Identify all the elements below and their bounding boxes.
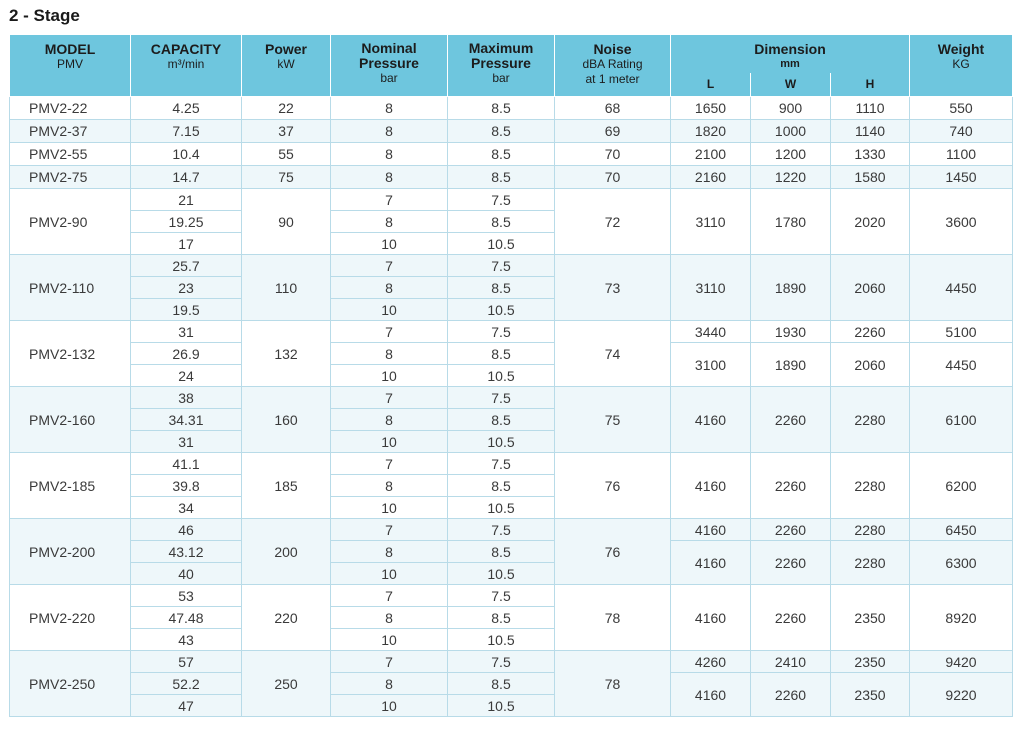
table-row	[10, 120, 1013, 143]
header-nominal-pressure: Nominal Pressure bar	[331, 35, 448, 97]
capacity-cell: 21	[131, 189, 242, 211]
weight-cell: 4450	[910, 343, 1013, 387]
dim-h-cell: 2350	[831, 673, 910, 717]
dim-l-cell: 1650	[671, 97, 751, 120]
power-cell: 250	[242, 651, 331, 717]
maximum-pressure-cell: 8.5	[448, 277, 555, 299]
maximum-pressure-cell: 8.5	[448, 673, 555, 695]
maximum-pressure-cell: 10.5	[448, 233, 555, 255]
noise-cell: 73	[555, 255, 671, 321]
dim-l-cell: 2160	[671, 166, 751, 189]
nominal-pressure-cell: 8	[331, 211, 448, 233]
nominal-pressure-cell: 7	[331, 255, 448, 277]
header-noise: Noise dBA Rating at 1 meter	[555, 35, 671, 97]
power-cell: 75	[242, 166, 331, 189]
power-cell: 110	[242, 255, 331, 321]
dim-w-cell: 1200	[751, 143, 831, 166]
power-cell: 200	[242, 519, 331, 585]
dim-h-cell: 2280	[831, 519, 910, 541]
dim-w-cell: 2410	[751, 651, 831, 673]
nominal-pressure-cell: 7	[331, 321, 448, 343]
table-row	[10, 143, 1013, 166]
maximum-pressure-cell: 10.5	[448, 497, 555, 519]
power-cell: 55	[242, 143, 331, 166]
model-cell: PMV2-90	[10, 189, 131, 255]
dim-h-cell: 2280	[831, 453, 910, 519]
dim-h-cell: 1580	[831, 166, 910, 189]
dim-w-cell: 1890	[751, 255, 831, 321]
header-capacity: CAPACITY m³/min	[131, 35, 242, 97]
capacity-cell: 47.48	[131, 607, 242, 629]
model-cell: PMV2-200	[10, 519, 131, 585]
table-body	[10, 97, 1013, 717]
nominal-pressure-cell: 8	[331, 541, 448, 563]
table-row	[10, 651, 1013, 673]
maximum-pressure-cell: 10.5	[448, 365, 555, 387]
capacity-cell: 57	[131, 651, 242, 673]
maximum-pressure-cell: 8.5	[448, 343, 555, 365]
dim-l-cell: 3110	[671, 189, 751, 255]
dim-l-cell: 2100	[671, 143, 751, 166]
table-row	[10, 343, 1013, 365]
weight-cell: 6100	[910, 387, 1013, 453]
nominal-pressure-cell: 10	[331, 431, 448, 453]
nominal-pressure-cell: 10	[331, 563, 448, 585]
maximum-pressure-cell: 8.5	[448, 120, 555, 143]
model-cell: PMV2-185	[10, 453, 131, 519]
noise-cell: 72	[555, 189, 671, 255]
maximum-pressure-cell: 8.5	[448, 166, 555, 189]
dim-w-cell: 2260	[751, 541, 831, 585]
maximum-pressure-cell: 10.5	[448, 431, 555, 453]
capacity-cell: 34.31	[131, 409, 242, 431]
nominal-pressure-cell: 8	[331, 166, 448, 189]
capacity-cell: 46	[131, 519, 242, 541]
header-dim-h: H	[831, 73, 910, 97]
dim-w-cell: 2260	[751, 519, 831, 541]
model-cell: PMV2-132	[10, 321, 131, 387]
dim-l-cell: 4260	[671, 651, 751, 673]
capacity-cell: 31	[131, 431, 242, 453]
power-cell: 37	[242, 120, 331, 143]
power-cell: 90	[242, 189, 331, 255]
nominal-pressure-cell: 8	[331, 673, 448, 695]
nominal-pressure-cell: 7	[331, 651, 448, 673]
header-dim-w: W	[751, 73, 831, 97]
capacity-cell: 24	[131, 365, 242, 387]
model-cell: PMV2-22	[10, 97, 131, 120]
dim-w-cell: 1930	[751, 321, 831, 343]
dim-h-cell: 1330	[831, 143, 910, 166]
dim-h-cell: 1140	[831, 120, 910, 143]
capacity-cell: 43	[131, 629, 242, 651]
header-weight: Weight KG	[910, 35, 1013, 97]
noise-cell: 76	[555, 519, 671, 585]
nominal-pressure-cell: 7	[331, 519, 448, 541]
dim-w-cell: 1000	[751, 120, 831, 143]
dim-l-cell: 4160	[671, 585, 751, 651]
weight-cell: 1450	[910, 166, 1013, 189]
dim-l-cell: 3440	[671, 321, 751, 343]
model-cell: PMV2-160	[10, 387, 131, 453]
dim-h-cell: 2350	[831, 585, 910, 651]
nominal-pressure-cell: 8	[331, 475, 448, 497]
maximum-pressure-cell: 7.5	[448, 189, 555, 211]
power-cell: 220	[242, 585, 331, 651]
capacity-cell: 19.5	[131, 299, 242, 321]
dim-l-cell: 4160	[671, 387, 751, 453]
noise-cell: 70	[555, 143, 671, 166]
header-model: MODEL PMV	[10, 35, 131, 97]
maximum-pressure-cell: 7.5	[448, 255, 555, 277]
maximum-pressure-cell: 10.5	[448, 695, 555, 717]
nominal-pressure-cell: 7	[331, 387, 448, 409]
capacity-cell: 40	[131, 563, 242, 585]
capacity-cell: 19.25	[131, 211, 242, 233]
table-row	[10, 166, 1013, 189]
noise-cell: 70	[555, 166, 671, 189]
nominal-pressure-cell: 8	[331, 97, 448, 120]
dim-h-cell: 2280	[831, 387, 910, 453]
capacity-cell: 41.1	[131, 453, 242, 475]
dim-l-cell: 4160	[671, 519, 751, 541]
dim-l-cell: 1820	[671, 120, 751, 143]
maximum-pressure-cell: 7.5	[448, 453, 555, 475]
table-row	[10, 453, 1013, 475]
nominal-pressure-cell: 10	[331, 299, 448, 321]
dim-l-cell: 4160	[671, 673, 751, 717]
capacity-cell: 39.8	[131, 475, 242, 497]
nominal-pressure-cell: 10	[331, 365, 448, 387]
dim-h-cell: 2060	[831, 255, 910, 321]
model-cell: PMV2-220	[10, 585, 131, 651]
dim-w-cell: 1890	[751, 343, 831, 387]
weight-cell: 550	[910, 97, 1013, 120]
table-row	[10, 97, 1013, 120]
nominal-pressure-cell: 10	[331, 233, 448, 255]
noise-cell: 74	[555, 321, 671, 387]
dim-h-cell: 2020	[831, 189, 910, 255]
weight-cell: 6300	[910, 541, 1013, 585]
capacity-cell: 4.25	[131, 97, 242, 120]
maximum-pressure-cell: 7.5	[448, 321, 555, 343]
model-cell: PMV2-110	[10, 255, 131, 321]
capacity-cell: 26.9	[131, 343, 242, 365]
power-cell: 185	[242, 453, 331, 519]
nominal-pressure-cell: 7	[331, 585, 448, 607]
power-cell: 160	[242, 387, 331, 453]
dim-l-cell: 4160	[671, 453, 751, 519]
nominal-pressure-cell: 10	[331, 695, 448, 717]
noise-cell: 75	[555, 387, 671, 453]
noise-cell: 68	[555, 97, 671, 120]
maximum-pressure-cell: 8.5	[448, 475, 555, 497]
table-row	[10, 255, 1013, 277]
maximum-pressure-cell: 7.5	[448, 387, 555, 409]
compressor-spec-table	[9, 34, 1013, 717]
nominal-pressure-cell: 7	[331, 189, 448, 211]
maximum-pressure-cell: 8.5	[448, 211, 555, 233]
nominal-pressure-cell: 8	[331, 143, 448, 166]
maximum-pressure-cell: 8.5	[448, 409, 555, 431]
power-cell: 132	[242, 321, 331, 387]
noise-cell: 76	[555, 453, 671, 519]
dim-h-cell: 2280	[831, 541, 910, 585]
weight-cell: 5100	[910, 321, 1013, 343]
capacity-cell: 53	[131, 585, 242, 607]
dim-h-cell: 1110	[831, 97, 910, 120]
power-cell: 22	[242, 97, 331, 120]
maximum-pressure-cell: 8.5	[448, 541, 555, 563]
maximum-pressure-cell: 10.5	[448, 563, 555, 585]
maximum-pressure-cell: 8.5	[448, 143, 555, 166]
table-row	[10, 519, 1013, 541]
dim-h-cell: 2350	[831, 651, 910, 673]
header-dim-l: L	[671, 73, 751, 97]
dim-l-cell: 4160	[671, 541, 751, 585]
weight-cell: 4450	[910, 255, 1013, 321]
table-row	[10, 541, 1013, 563]
nominal-pressure-cell: 8	[331, 409, 448, 431]
nominal-pressure-cell: 8	[331, 277, 448, 299]
page-title: 2 - Stage	[9, 6, 80, 25]
table-row	[10, 585, 1013, 607]
nominal-pressure-cell: 8	[331, 607, 448, 629]
dim-h-cell: 2060	[831, 343, 910, 387]
maximum-pressure-cell: 10.5	[448, 629, 555, 651]
weight-cell: 8920	[910, 585, 1013, 651]
maximum-pressure-cell: 8.5	[448, 607, 555, 629]
dim-w-cell: 2260	[751, 453, 831, 519]
dim-w-cell: 2260	[751, 673, 831, 717]
table-header	[10, 35, 1013, 97]
maximum-pressure-cell: 10.5	[448, 299, 555, 321]
weight-cell: 1100	[910, 143, 1013, 166]
model-cell: PMV2-75	[10, 166, 131, 189]
nominal-pressure-cell: 10	[331, 629, 448, 651]
capacity-cell: 7.15	[131, 120, 242, 143]
weight-cell: 3600	[910, 189, 1013, 255]
table-row	[10, 387, 1013, 409]
model-cell: PMV2-37	[10, 120, 131, 143]
nominal-pressure-cell: 8	[331, 120, 448, 143]
capacity-cell: 34	[131, 497, 242, 519]
table-row	[10, 673, 1013, 695]
model-cell: PMV2-250	[10, 651, 131, 717]
table-row	[10, 321, 1013, 343]
maximum-pressure-cell: 8.5	[448, 97, 555, 120]
dim-w-cell: 1220	[751, 166, 831, 189]
capacity-cell: 38	[131, 387, 242, 409]
capacity-cell: 43.12	[131, 541, 242, 563]
table-row	[10, 189, 1013, 211]
capacity-cell: 14.7	[131, 166, 242, 189]
capacity-cell: 23	[131, 277, 242, 299]
dim-w-cell: 900	[751, 97, 831, 120]
capacity-cell: 31	[131, 321, 242, 343]
model-cell: PMV2-55	[10, 143, 131, 166]
weight-cell: 6450	[910, 519, 1013, 541]
noise-cell: 69	[555, 120, 671, 143]
capacity-cell: 47	[131, 695, 242, 717]
header-maximum-pressure: Maximum Pressure bar	[448, 35, 555, 97]
weight-cell: 6200	[910, 453, 1013, 519]
noise-cell: 78	[555, 651, 671, 717]
capacity-cell: 10.4	[131, 143, 242, 166]
maximum-pressure-cell: 7.5	[448, 519, 555, 541]
header-power: Power kW	[242, 35, 331, 97]
weight-cell: 9220	[910, 673, 1013, 717]
nominal-pressure-cell: 8	[331, 343, 448, 365]
dim-w-cell: 2260	[751, 585, 831, 651]
maximum-pressure-cell: 7.5	[448, 585, 555, 607]
header-dimension: Dimension mm	[671, 35, 910, 73]
dim-w-cell: 2260	[751, 387, 831, 453]
dim-l-cell: 3110	[671, 255, 751, 321]
capacity-cell: 17	[131, 233, 242, 255]
noise-cell: 78	[555, 585, 671, 651]
weight-cell: 9420	[910, 651, 1013, 673]
dim-h-cell: 2260	[831, 321, 910, 343]
weight-cell: 740	[910, 120, 1013, 143]
nominal-pressure-cell: 10	[331, 497, 448, 519]
dim-w-cell: 1780	[751, 189, 831, 255]
dim-l-cell: 3100	[671, 343, 751, 387]
maximum-pressure-cell: 7.5	[448, 651, 555, 673]
nominal-pressure-cell: 7	[331, 453, 448, 475]
capacity-cell: 52.2	[131, 673, 242, 695]
capacity-cell: 25.7	[131, 255, 242, 277]
